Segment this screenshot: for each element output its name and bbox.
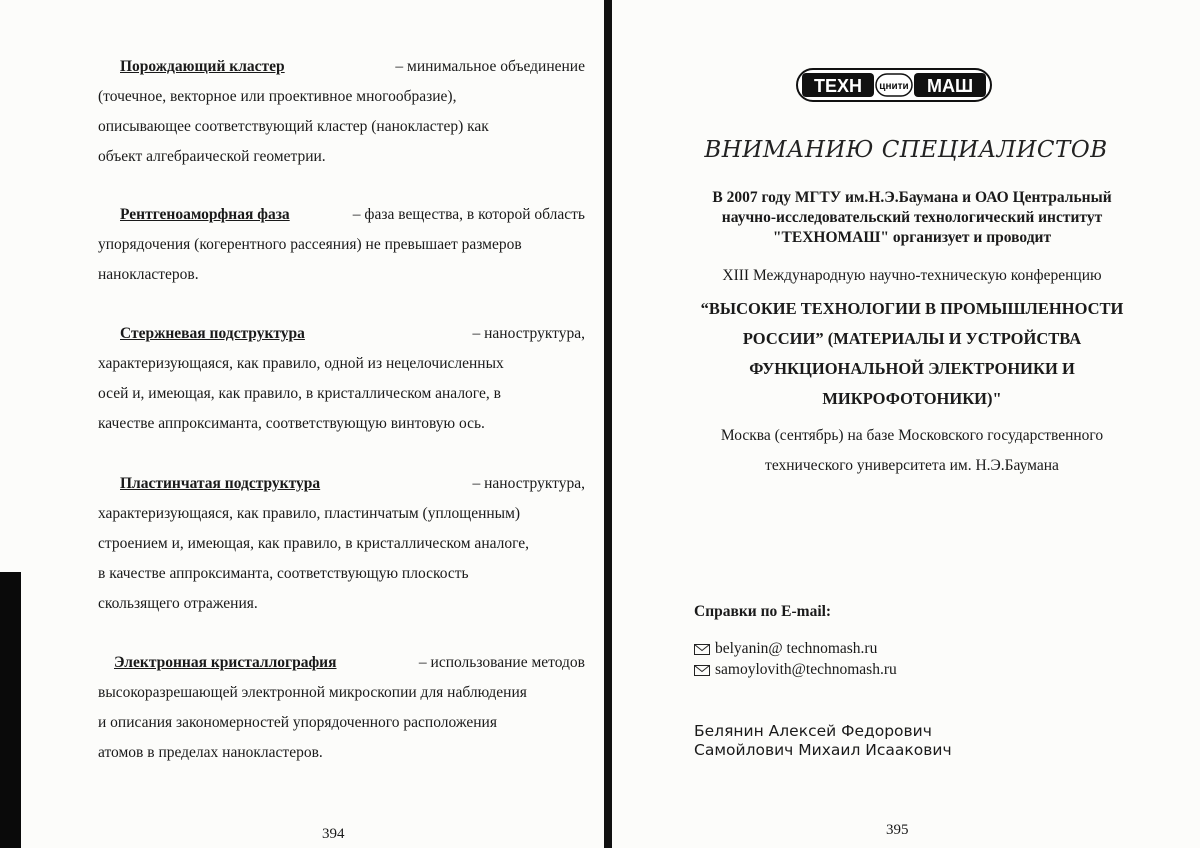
conference-name	[642, 294, 1182, 414]
technomash-logo	[796, 68, 992, 102]
definition-text: объект алгебраической геометрии.	[98, 142, 585, 172]
definition-text: скользящего отражения.	[98, 589, 585, 619]
definition-text: – использование методов	[419, 648, 585, 678]
conference-name-line: ФУНКЦИОНАЛЬНОЙ ЭЛЕКТРОНИКИ И	[642, 354, 1182, 384]
definition-text: характеризующаяся, как правило, пластинчатым (уплощенным)	[98, 499, 585, 529]
definition-plate-substructure	[98, 469, 585, 619]
conference-name-line: МИКРОФОТОНИКИ)"	[642, 384, 1182, 414]
organizers-block	[642, 188, 1182, 248]
definition-text: и описания закономерностей упорядоченного расположения	[98, 708, 585, 738]
definition-text: высокоразрешающей электронной микроскопии для наблюдения	[98, 678, 585, 708]
organizers-line: "ТЕХНОМАШ" организует и проводит	[642, 228, 1182, 248]
page-number-right: 395	[886, 822, 909, 839]
email-row[interactable]	[694, 661, 897, 679]
definition-electron-crystallography	[98, 648, 585, 768]
definition-text: – наноструктура,	[472, 319, 585, 349]
definition-text: характеризующаяся, как правило, одной из нецелочисленных	[98, 349, 585, 379]
definition-text: качестве аппроксиманта, соответствующую винтовую ось.	[98, 409, 585, 439]
definition-text: – наноструктура,	[472, 469, 585, 499]
conference-name-line: РОССИИ” (МАТЕРИАЛЫ И УСТРОЙСТВА	[642, 324, 1182, 354]
definition-xray-amorphous-phase	[98, 200, 585, 290]
contact-name: Белянин Алексей Федорович	[694, 722, 932, 740]
email-heading: Справки по E-mail:	[694, 603, 831, 621]
right-page	[612, 0, 1200, 848]
definition-term: Рентгеноаморфная фаза	[120, 206, 290, 223]
location-line: технического университета им. Н.Э.Баумана	[642, 451, 1182, 481]
location-block	[642, 421, 1182, 481]
contact-name: Самойлович Михаил Исаакович	[694, 741, 952, 759]
envelope-icon	[694, 665, 710, 676]
envelope-icon	[694, 644, 710, 655]
left-page	[0, 0, 604, 848]
conference-name-line: “ВЫСОКИЕ ТЕХНОЛОГИИ В ПРОМЫШЛЕННОСТИ	[642, 294, 1182, 324]
definition-text: описывающее соответствующий кластер (нанокластер) как	[98, 112, 585, 142]
definition-text: (точечное, векторное или проективное многообразие),	[98, 82, 585, 112]
definition-generating-cluster	[98, 52, 585, 172]
definition-text: атомов в пределах нанокластеров.	[98, 738, 585, 768]
definition-term: Электронная кристаллография	[114, 654, 337, 671]
announcement-title: ВНИМАНИЮ СПЕЦИАЛИСТОВ	[612, 137, 1200, 163]
conference-intro: XIII Международную научно-техническую конференцию	[642, 267, 1182, 285]
logo-text-left: ТЕХН	[814, 76, 862, 96]
definition-text: в качестве аппроксиманта, соответствующую плоскость	[98, 559, 585, 589]
definition-term: Порождающий кластер	[120, 58, 285, 75]
organizers-line: В 2007 году МГТУ им.Н.Э.Баумана и ОАО Центральный	[642, 188, 1182, 208]
definition-term: Пластинчатая подструктура	[120, 475, 320, 492]
definition-text: осей и, имеющая, как правило, в кристаллическом аналоге, в	[98, 379, 585, 409]
logo-text-right: МАШ	[927, 76, 973, 96]
location-line: Москва (сентябрь) на базе Московского государственного	[642, 421, 1182, 451]
definition-text: нанокластеров.	[98, 260, 585, 290]
page-number-left: 394	[322, 826, 345, 843]
scan-edge-shadow	[0, 572, 21, 848]
email-link[interactable]: belyanin@ technomash.ru	[715, 640, 877, 658]
definition-text: упорядочения (когерентного рассеяния) не превышает размеров	[98, 230, 585, 260]
definition-text: строением и, имеющая, как правило, в кристаллическом аналоге,	[98, 529, 585, 559]
book-spine	[604, 0, 612, 848]
definition-term: Стержневая подструктура	[120, 325, 305, 342]
organizers-line: научно-исследовательский технологический институт	[642, 208, 1182, 228]
logo-text-middle: цнити	[879, 81, 908, 92]
definition-text: – фаза вещества, в которой область	[353, 200, 585, 230]
email-link[interactable]: samoylovith@technomash.ru	[715, 661, 897, 679]
definition-text: – минимальное объединение	[395, 52, 585, 82]
definition-rod-substructure	[98, 319, 585, 439]
email-row[interactable]	[694, 640, 877, 658]
